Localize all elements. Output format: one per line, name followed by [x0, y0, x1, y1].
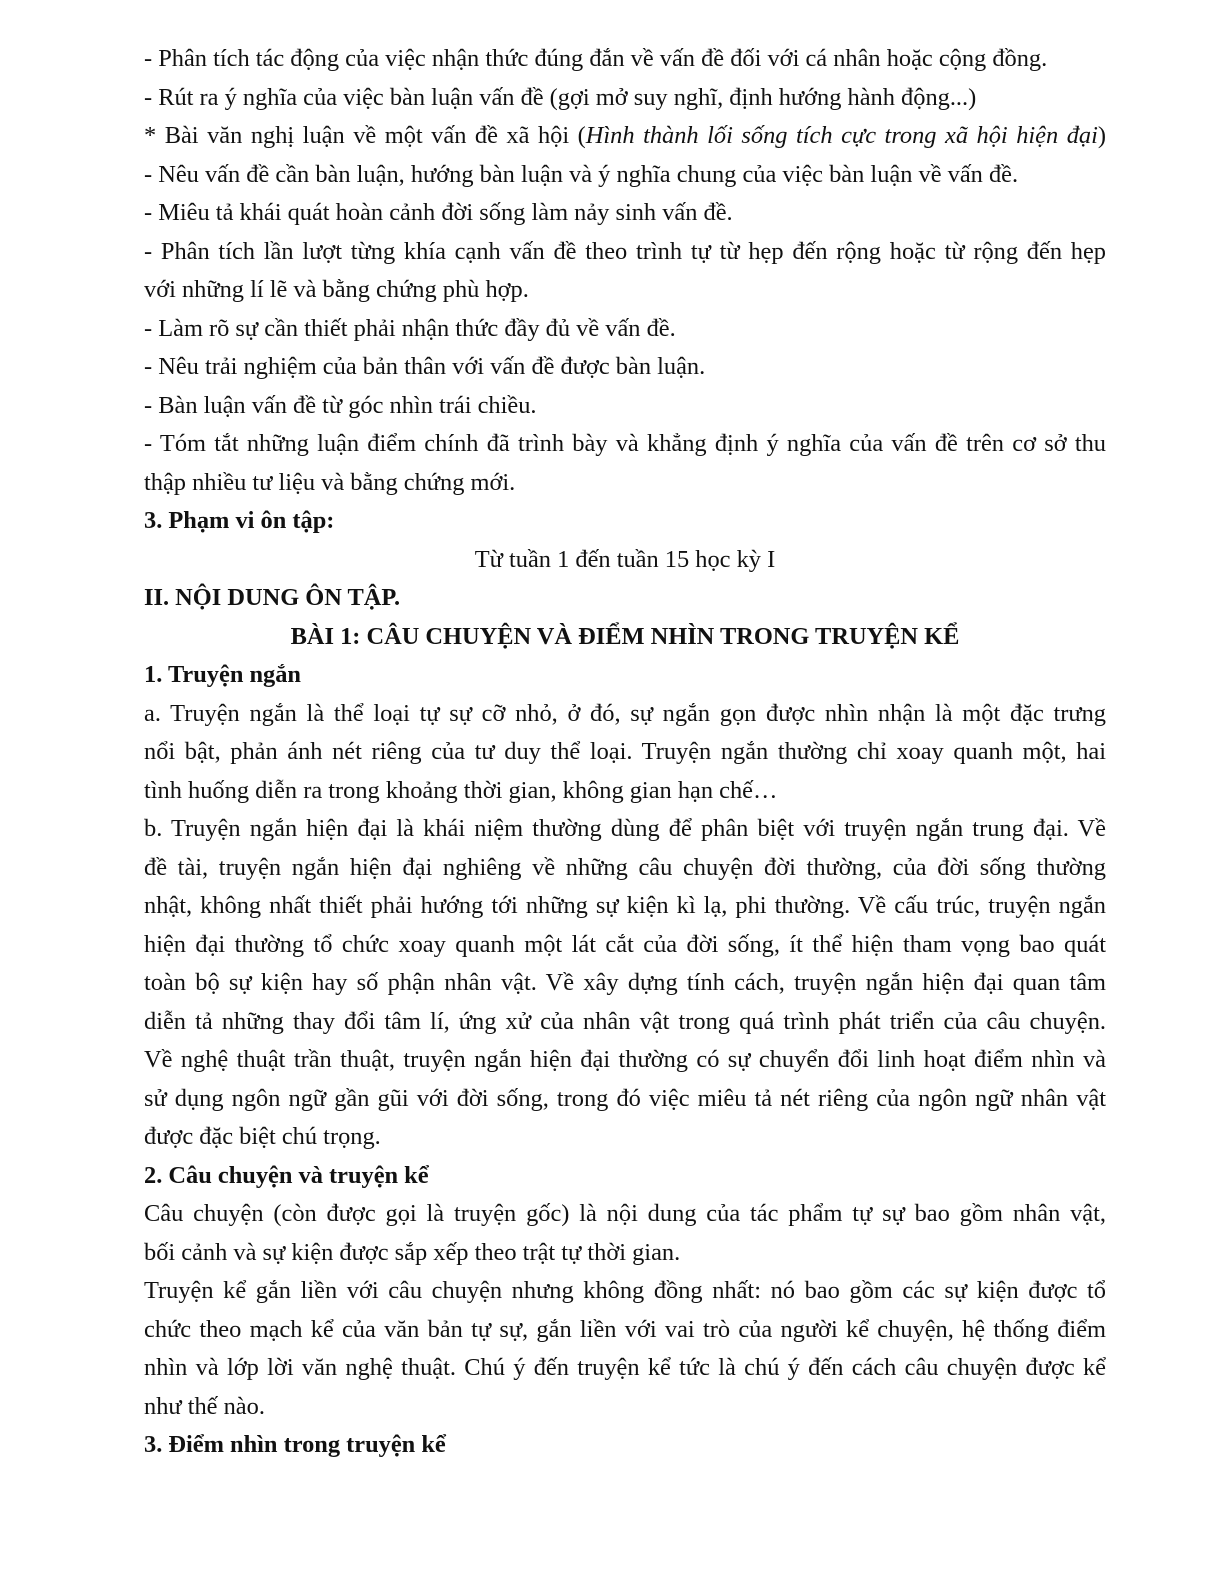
- text-line: toàn bộ sự kiện hay số phận nhân vật. Về xây dựng tính cách, truyện ngắn hiện đại quan tâm: [144, 969, 1106, 996]
- text-segment: ): [1097, 122, 1107, 149]
- text-line: với những lí lẽ và bằng chứng phù hợp.: [144, 276, 529, 303]
- text-line: đề tài, truyện ngắn hiện đại nghiêng về những câu chuyện đời thường, của đời sống thường: [144, 853, 1106, 881]
- text-line: nhìn và lớp lời văn nghệ thuật. Chú ý đến truyện kể tức là chú ý đến cách câu chuyện được kể: [144, 1354, 1106, 1381]
- text-line: nhật, không nhất thiết phải hướng tới những sự kiện kì lạ, phi thường. Về cấu trúc, truyện ngắn: [144, 892, 1106, 919]
- scope-text: Từ tuần 1 đến tuần 15 học kỳ I: [474, 545, 776, 573]
- text-line: a. Truyện ngắn là thể loại tự sự cỡ nhỏ, ở đó, sự ngắn gọn được nhìn nhận là một đặc trưng: [144, 699, 1106, 727]
- text-line: - Phân tích lần lượt từng khía cạnh vấn đề theo trình tự từ hẹp đến rộng hoặc từ rộng đến hẹp: [144, 237, 1106, 265]
- italic-segment: Hình thành lối sống tích cực trong xã hội hiện đại: [585, 122, 1098, 149]
- section-heading: 3. Phạm vi ôn tập:: [144, 507, 335, 534]
- text-line: - Phân tích tác động của việc nhận thức đúng đắn về vấn đề đối với cá nhân hoặc cộng đồng.: [144, 45, 1048, 72]
- text-line: diễn tả những thay đổi tâm lí, ứng xử của nhân vật trong quá trình phát triển của câu chuyện.: [144, 1007, 1106, 1035]
- text-line: sử dụng ngôn ngữ gần gũi với đời sống, trong đó việc miêu tả nét riêng của ngôn ngữ nhân vật: [144, 1084, 1106, 1112]
- text-line: b. Truyện ngắn hiện đại là khái niệm thường dùng để phân biệt với truyện ngắn trung đại. Về: [144, 815, 1106, 842]
- text-line: thập nhiều tư liệu và bằng chứng mới.: [144, 468, 516, 496]
- text-line: bối cảnh và sự kiện được sắp xếp theo trật tự thời gian.: [144, 1238, 681, 1266]
- text-line: chức theo mạch kể của văn bản tự sự, gắn liền với vai trò của người kể chuyện, hệ thống điểm: [144, 1315, 1106, 1343]
- text-line: - Nêu trải nghiệm của bản thân với vấn đề được bàn luận.: [144, 353, 706, 380]
- section-heading: 3. Điểm nhìn trong truyện kể: [144, 1431, 446, 1458]
- section-heading: II. NỘI DUNG ÔN TẬP.: [144, 584, 401, 611]
- section-heading: 1. Truyện ngắn: [144, 661, 302, 688]
- text-line: như thế nào.: [144, 1392, 265, 1420]
- text-line: được đặc biệt chú trọng.: [144, 1123, 381, 1150]
- section-heading: 2. Câu chuyện và truyện kể: [144, 1161, 429, 1189]
- text-line: nổi bật, phản ánh nét riêng của tư duy thể loại. Truyện ngắn thường chỉ xoay quanh một, hai: [144, 738, 1106, 765]
- lesson-title: BÀI 1: CÂU CHUYỆN VÀ ĐIỂM NHÌN TRONG TRUYỆN KỂ: [290, 622, 960, 650]
- text-line: hiện đại thường tổ chức xoay quanh một lát cắt của đời sống, ít thể hiện tham vọng bao quát: [144, 930, 1106, 958]
- text-line: - Làm rõ sự cần thiết phải nhận thức đầy đủ về vấn đề.: [144, 314, 676, 342]
- text-line-mixed: [144, 117, 1106, 156]
- text-line: Câu chuyện (còn được gọi là truyện gốc) là nội dung của tác phẩm tự sự bao gồm nhân vật,: [144, 1200, 1106, 1227]
- document-page: [144, 40, 1106, 1465]
- text-line: Về nghệ thuật trần thuật, truyện ngắn hiện đại thường có sự chuyển đổi linh hoạt điểm nhìn và: [144, 1046, 1106, 1073]
- text-line: - Tóm tắt những luận điểm chính đã trình bày và khẳng định ý nghĩa của vấn đề trên cơ sở thu: [144, 430, 1106, 457]
- text-line: Truyện kể gắn liền với câu chuyện nhưng không đồng nhất: nó bao gồm các sự kiện được tổ: [144, 1277, 1106, 1304]
- text-line: - Miêu tả khái quát hoàn cảnh đời sống làm nảy sinh vấn đề.: [144, 199, 733, 226]
- text-line: - Rút ra ý nghĩa của việc bàn luận vấn đề (gợi mở suy nghĩ, định hướng hành động...): [144, 83, 977, 111]
- text-line: tình huống diễn ra trong khoảng thời gian, không gian hạn chế…: [144, 776, 778, 804]
- text-line: - Bàn luận vấn đề từ góc nhìn trái chiều.: [144, 391, 537, 419]
- text-line: - Nêu vấn đề cần bàn luận, hướng bàn luận và ý nghĩa chung của việc bàn luận về vấn đề.: [144, 160, 1019, 188]
- text-segment: * Bài văn nghị luận về một vấn đề xã hội (: [144, 122, 586, 149]
